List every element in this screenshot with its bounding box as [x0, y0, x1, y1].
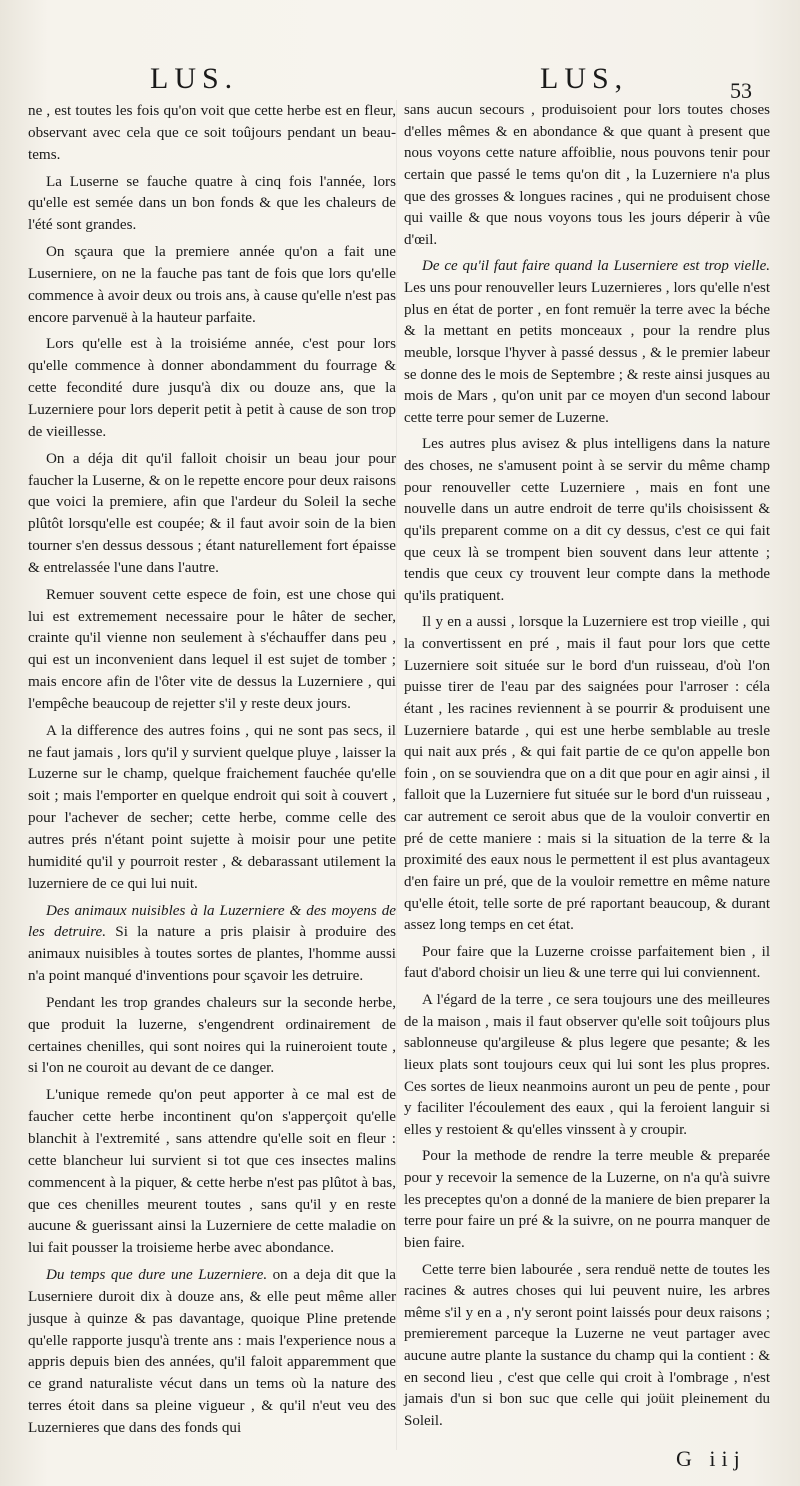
- paragraph-text: L'unique remede qu'on peut apporter à ce mal est de faucher cette herbe incontinent qu'on s'apperçoit qu'elle blanchit à l'extremité , sans attendre qu'elle soit en fleur : cette blancheur lui survient si tot que ces insectes malins commencent à la piquer, & cette herbe n'est pas plûtot à bas, que ces chenilles meurent toutes , sans qu'il y en reste aucune & guerissant ainsi la Luzerniere de cette maladie on lui fait pousser la troisieme herbe avec abondance.: [28, 1086, 396, 1257]
- paragraph-text: Pour faire que la Luzerne croisse parfaitement bien , il faut d'abord choisir un lieu & une terre qui lui conviennent.: [404, 943, 770, 982]
- paragraph-text: A l'égard de la terre , ce sera toujours une des meilleures de la maison , mais il faut observer qu'elle soit toûjours plus sablonneuse qu'argileuse & plus legere que pesante; & les lieux plats sont toujours ceux qui lui sont les plus propres. Ces sortes de lieux neanmoins auront un peu de pente , pour y faciliter l'écoulement des eaux , qui la feroient languir si elles y restoient & qu'elles vinssent à y croupir.: [404, 992, 770, 1138]
- paragraph: [28, 241, 396, 328]
- paragraph: [28, 171, 396, 237]
- paragraph: [404, 990, 770, 1141]
- column-gutter: [396, 100, 397, 1450]
- paragraph: [28, 720, 396, 895]
- paragraph-text: Remuer souvent cette espece de foin, est une chose qui lui est extremement necessaire pour le hâter de secher, crainte qu'il vienne non seulement à s'échauffer dans peu , qui est un inconvenient dans lequel il est sujet de tomber ; mais encore afin de l'ôter vite de dessus la Luzerniere , qui l'empêche beaucoup de rejetter s'il y reste deux jours.: [28, 585, 396, 712]
- paragraph: [404, 100, 770, 251]
- paragraph-text: on a deja dit que la Luserniere duroit dix à douze ans, & elle peut même aller jusque à quinze & pas davantage, quoique Pline pretende qu'elle rapporte jusqu'à trente ans : mais l'experience nous a appris depuis bien des années, qu'il faloit apparemment que ce grand naturaliste vécut dans un tems où la nature des terres étoit dans sa pleine vigueur , & qu'il n'eut veu des Luzernieres que dans des fonds qui: [28, 1266, 396, 1436]
- paragraph-text: Les uns pour renouveller leurs Luzernieres , lors qu'elle n'est plus en état de porter , en font remuër la terre avec la béche & la mettant en petits monceaux , pour la rendre plus meuble, lorsque l'hyver à passé dessus , & le premier labeur se donne des le mois de Septembre ; & reste ainsi jusques au mois de Mars , qu'on unit par ce moyen d'un second labour cette terre pour semer de Luzerne.: [404, 280, 770, 426]
- paragraph: [28, 100, 396, 166]
- paragraph: [28, 448, 396, 579]
- running-head-right: LUS,: [540, 62, 629, 95]
- paragraph: [404, 1146, 770, 1254]
- paragraph-text: On sçaura que la premiere année qu'on a fait une Luserniere, on ne la fauche pas tant de fois que lors qu'elle commence à avoir deux ou trois ans, à cause qu'elle n'est pas encore parvenuë à la hauteur parfaite.: [28, 243, 396, 326]
- paragraph-text: sans aucun secours , produisoient pour lors toutes choses d'elles mêmes & en abondance & que quant à present que nous voyons cette nature affoiblie, nous pouvons tenir pour certain que passé le tems qu'on dit , la Luzerniere n'a plus que des grosses & longues racines , qui ne produisent chose qui vaille & que nous voyons tous les jours déperir à vûe d'œil.: [404, 102, 770, 248]
- signature-mark: G iij: [676, 1446, 746, 1471]
- running-head-left: LUS.: [150, 62, 239, 95]
- paragraph-text: Pendant les trop grandes chaleurs sur la seconde herbe, que produit la luzerne, s'engendrent ordinairement de certaines chenilles, qui sont noires qui la ruineroient toute , si l'on ne couroit au devant de ce danger.: [28, 993, 396, 1077]
- paragraph: [28, 1084, 396, 1259]
- section-heading: Du temps que dure une Luzerniere.: [46, 1266, 268, 1284]
- paragraph: [28, 992, 396, 1079]
- paragraph-text: ne , est toutes les fois qu'on voit que cette herbe est en fleur, observant avec cela que ce soit toûjours pendant un beau-tems.: [28, 102, 396, 163]
- paragraph-text: Les autres plus avisez & plus intelligens dans la nature des choses, ne s'amusent point à se servir du même champ pour renouveller cette Luzerniere , mais en font une nouvelle dans un autre endroit de terre qu'ils choisissent & qu'ils preparent comme on a dit cy dessus, c'est ce qui fait que ceux là se trompent bien souvent dans leur attente ; tendis que ceux cy trouvent leur compte dans la methode qu'ils pratiquent.: [404, 436, 770, 604]
- section-heading: Des animaux nuisibles à la Luzerniere & des moyens de les detruire.: [28, 901, 396, 941]
- paragraph: [28, 900, 396, 987]
- paragraph-text: La Luserne se fauche quatre à cinq fois l'année, lors qu'elle est semée dans un bon fonds & que les chaleurs de l'été sont grandes.: [28, 172, 396, 234]
- paragraph: [404, 434, 770, 607]
- paragraph-text: Lors qu'elle est à la troisiéme année, c'est pour lors qu'elle commence à donner abondamment du fourrage & cette fecondité dure jusqu'à dix ou douze ans, que la Luzerniere pour lors deperit petit à petit à cause de son trop de vieillesse.: [28, 335, 396, 440]
- paragraph: [404, 612, 770, 936]
- paragraph: [28, 584, 396, 715]
- paragraph-text: A la difference des autres foins , qui ne sont pas secs, il ne faut jamais , lors qu'il y survient quelque pluye , laisser la Luzerne sur le champ, quelque fraichement fauchée qu'elle soit ; mais l'emporter en quelque endroit qui soit à couvert , pour l'achever de secher; cette herbe, comme celle des autres prés n'étant point sujette à moisir pour une petite humidité qu'il y pourroit rester , & debarassant utilement la luzerniere de ce qui lui nuit.: [28, 721, 396, 892]
- paragraph-text: Pour la methode de rendre la terre meuble & preparée pour y recevoir la semence de la Luzerne, on n'a qu'à suivre les preceptes qu'on a donné de la maniere de bien preparer la terre pour faire un pré & la suivre, on ne pourra manquer de bien faire.: [404, 1148, 770, 1251]
- paragraph-text: Il y en a aussi , lorsque la Luzerniere est trop vieille , qui la convertissent en pré , mais il faut pour lors que cette Luzerniere soit située sur le bord d'un ruisseau, d'où l'on puisse tirer de l'eau par des saignées pour l'arroser : céla étant , les racines reviennent à se pourrir & produisent une Luzerniere batarde , qui est une herbe semblable au tresle qui nait aux prés , & qui fait partie de ce qu'on appelle bon foin , on se souviendra que on a dit que pour en agir ainsi , il falloit que la Luzerniere fut située sur le bord d'un ruisseau , car autrement ce seroit abus que de la vouloir convertir en pré de cette maniere : mais si la situation de la terre & la proximité des eaux nous le permettent il est plus avantageux d'en faire un pré, que de la vouloir remettre en même nature qu'elle étoit, telle sorte de pré raportant beaucoup, & durant assez long temps en cet état.: [404, 614, 770, 934]
- paragraph-text: On a déja dit qu'il falloit choisir un beau jour pour faucher la Luserne, & on le repette encore pour deux raisons que voici la premiere, afin que l'ardeur du Soleil la seche plûtôt lorsqu'elle est coupée; & il faut avoir soin de la bien tourner s'en dessus dessous ; étant naturellement fort épaisse & entrelassée l'une dans l'autre.: [28, 449, 396, 576]
- right-column: [404, 100, 770, 1438]
- paragraph: [28, 333, 396, 442]
- paragraph-text: Cette terre bien labourée , sera renduë nette de toutes les racines & autres choses qui lui peuvent nuire, les arbres même s'il y en a , n'y seront point laissés pour deux raisons ; premierement parceque la Luzerne ne veut partager avec aucune autre plante la sustance du champ qui la contient : & en second lieu , c'est que celle qui croit à l'ombrage , n'est jamais d'un si bon suc que celle qui joüit pleinement du Soleil.: [404, 1261, 770, 1429]
- page-number: 53: [730, 78, 752, 103]
- paragraph: [404, 942, 770, 985]
- paragraph-text: Si la nature a pris plaisir à produire des animaux nuisibles à toutes sortes de plantes, l'homme aussi n'a point manqué d'inventions pour sçavoir les detruire.: [28, 923, 397, 985]
- paragraph: [404, 256, 770, 429]
- paragraph: [404, 1260, 770, 1433]
- section-heading: De ce qu'il faut faire quand la Luserniere est trop vielle.: [422, 258, 770, 275]
- paragraph: [28, 1264, 396, 1439]
- left-column: [28, 100, 396, 1444]
